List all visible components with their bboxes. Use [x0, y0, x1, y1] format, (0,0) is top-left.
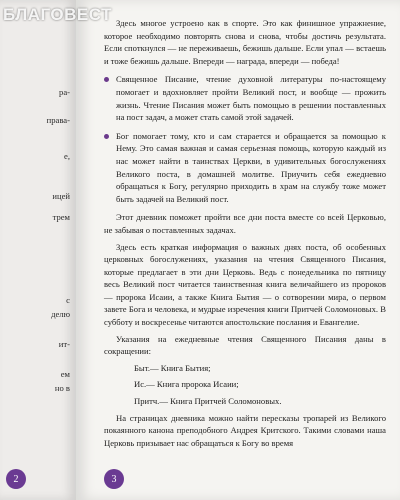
paragraph: Указания на ежедневные чтения Священного Писания даны в сокращении:	[104, 333, 386, 357]
left-text-fragment: ра-	[59, 87, 70, 97]
left-text-fragment: е,	[64, 151, 70, 161]
abbreviation-item: Быт.— Книга Бытия;	[134, 362, 211, 373]
bullet-text: Священное Писание, чтение духовной литературы по-настоящему помогает и вдохновляет пройти Великий пост, и вообще — прожить жизнь. Чтение Писания может быть помощью в решении поставленных на пост задач, а может стать самой этой задачей.	[116, 74, 386, 123]
abbreviation-item: Притч.— Книга Притчей Соломоновых.	[134, 396, 282, 407]
left-text-fragment: трем	[52, 212, 70, 222]
bullet-item	[104, 73, 386, 123]
right-page	[76, 0, 400, 500]
left-text-fragment: ем	[60, 369, 70, 379]
bullet-item	[104, 130, 386, 206]
left-text-fragment: права-	[46, 115, 70, 125]
bullet-text: Бог помогает тому, кто и сам старается и обращается за помощью к Нему. Это самая важная и самая серьезная помощь, которую каждый из нас может найти в таинствах Церкви, в удивительных богослужениях Великого поста, в домашней молитве. Приучить себя ежедневно обращаться к Богу, регулярно приходить в храм на службу тоже может быть задачей на Великий пост.	[116, 130, 386, 204]
intro-paragraph: Здесь многое устроено как в спорте. Это как финишное упражнение, которое необходимо повторять снова и снова, чтобы достичь результата. Если споткнулся — не переживаешь, бежишь дальше. Если упал — встаешь и тоже бежишь дальше. Впереди — награда, впереди — победа!	[104, 18, 386, 66]
left-text-fragment: ицей	[52, 191, 70, 201]
left-text-fragment: делю	[51, 309, 70, 319]
abbreviation-item: Ис.— Книга пророка Исаии;	[134, 379, 239, 390]
bullet-dot-icon	[104, 77, 109, 82]
page-text	[104, 17, 386, 449]
left-text-fragment: но в	[54, 383, 70, 393]
left-page	[0, 0, 76, 500]
watermark-logo: БЛАГОВЕСТ	[3, 5, 112, 24]
paragraph: На страницах дневника можно найти пересказы тропарей из Великого покаянного канона преподобного Андрея Критского. Такими словами наша Церковь призывает нас обращаться к Богу во время	[104, 412, 386, 448]
left-page-number: 2	[6, 469, 26, 489]
left-text-fragment: ит-	[58, 339, 70, 349]
right-page-number: 3	[104, 469, 124, 489]
paragraph: Здесь есть краткая информация о важных днях поста, об особенных церковных богослужениях, указания на чтения Священного Писания, которые предлагает в эти дни Церковь. Ведь с понедельника по пятницу весь Великий пост читается таинственная книга величайшего из пророков — пророка Исаии, а также Книга Бытия — о сотворении мира, о первом завете Бога и человека, и мудрые изречения книги Притчей Соломоновых. В субботу и воскресенье читаются апостольские послания и Евангелие.	[104, 241, 386, 328]
bullet-dot-icon	[104, 134, 109, 139]
left-text-fragment: с	[66, 295, 70, 305]
paragraph: Этот дневник поможет пройти все дни поста вместе со всей Церковью, не забывая о поставленных задачах.	[104, 212, 386, 235]
